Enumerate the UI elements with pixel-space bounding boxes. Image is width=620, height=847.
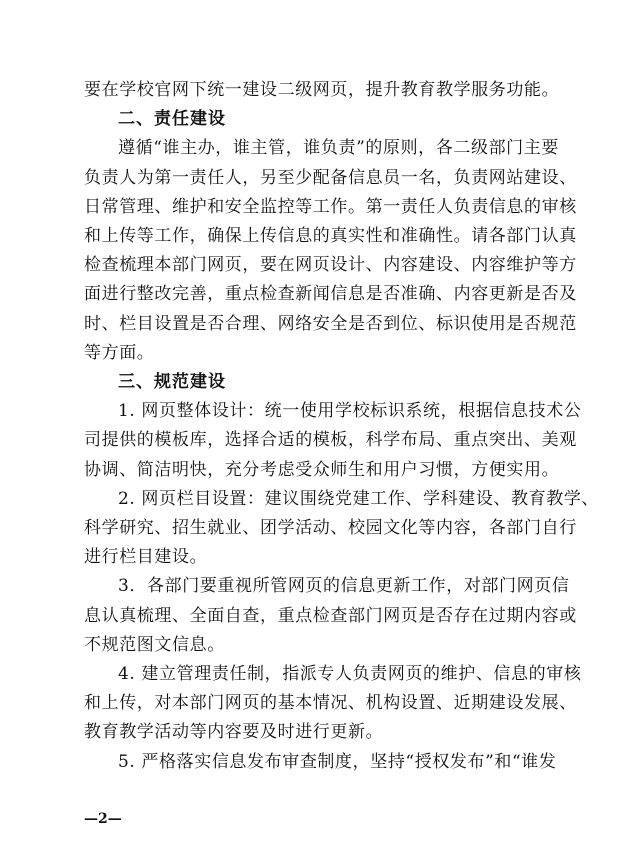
section-heading-responsibility: 二、责任建设 [118,109,226,130]
paragraph-line: 要在学校官网下统一建设二级网页，提升教育教学服务功能。 [84,80,560,100]
paragraph-line: 面进行整改完善，重点检查新闻信息是否准确、内容更新是否及 [84,284,577,305]
paragraph-line: 3．各部门要重视所管网页的信息更新工作，对部门网页信 [118,576,570,597]
paragraph-line: 检查梳理本部门网页，要在网页设计、内容建设、内容维护等方 [84,255,577,276]
paragraph-line: 不规范图文信息。 [84,634,225,655]
paragraph-line: 教育教学活动等内容要及时进行更新。 [84,722,384,743]
section-heading-standard: 三、规范建设 [118,372,226,392]
page-number: —2— [84,811,122,827]
paragraph-line: 息认真梳理、全面自查，重点检查部门网页是否存在过期内容或 [84,605,577,626]
paragraph-line: 和上传，对本部门网页的基本情况、机构设置、近期建设发展、 [84,693,577,714]
paragraph-line: 遵循“谁主办，谁主管，谁负责”的原则，各二级部门主要 [118,138,559,159]
paragraph-line: 时、栏目设置是否合理、网络安全是否到位、标识使用是否规范 [84,313,577,334]
paragraph-line: 等方面。 [84,342,155,363]
paragraph-line: 和上传等工作，确保上传信息的真实性和准确性。请各部门认真 [84,226,577,246]
paragraph-line: 负责人为第一责任人，另至少配备信息员一名，负责网站建设、 [84,167,577,188]
paragraph-line: 科学研究、招生就业、团学活动、校园文化等内容，各部门自行 [84,518,577,538]
paragraph-line: 日常管理、维护和安全监控等工作。第一责任人负责信息的审核 [84,196,577,217]
paragraph-line: 进行栏目建设。 [84,547,208,568]
paragraph-line: 4. 建立管理责任制，指派专人负责网页的维护、信息的审核 [118,664,582,684]
paragraph-line: 司提供的模板库，选择合适的模板，科学布局、重点突出、美观 [84,430,577,451]
paragraph-line: 5. 严格落实信息发布审查制度，坚持“授权发布”和“谁发 [118,751,557,772]
paragraph-line: 1. 网页整体设计：统一使用学校标识系统，根据信息技术公 [118,401,582,422]
paragraph-line: 2. 网页栏目设置：建议围绕党建工作、学科建设、教育教学、 [118,488,600,509]
paragraph-line: 协调、简洁明快，充分考虑受众师生和用户习惯，方便实用。 [84,459,560,480]
